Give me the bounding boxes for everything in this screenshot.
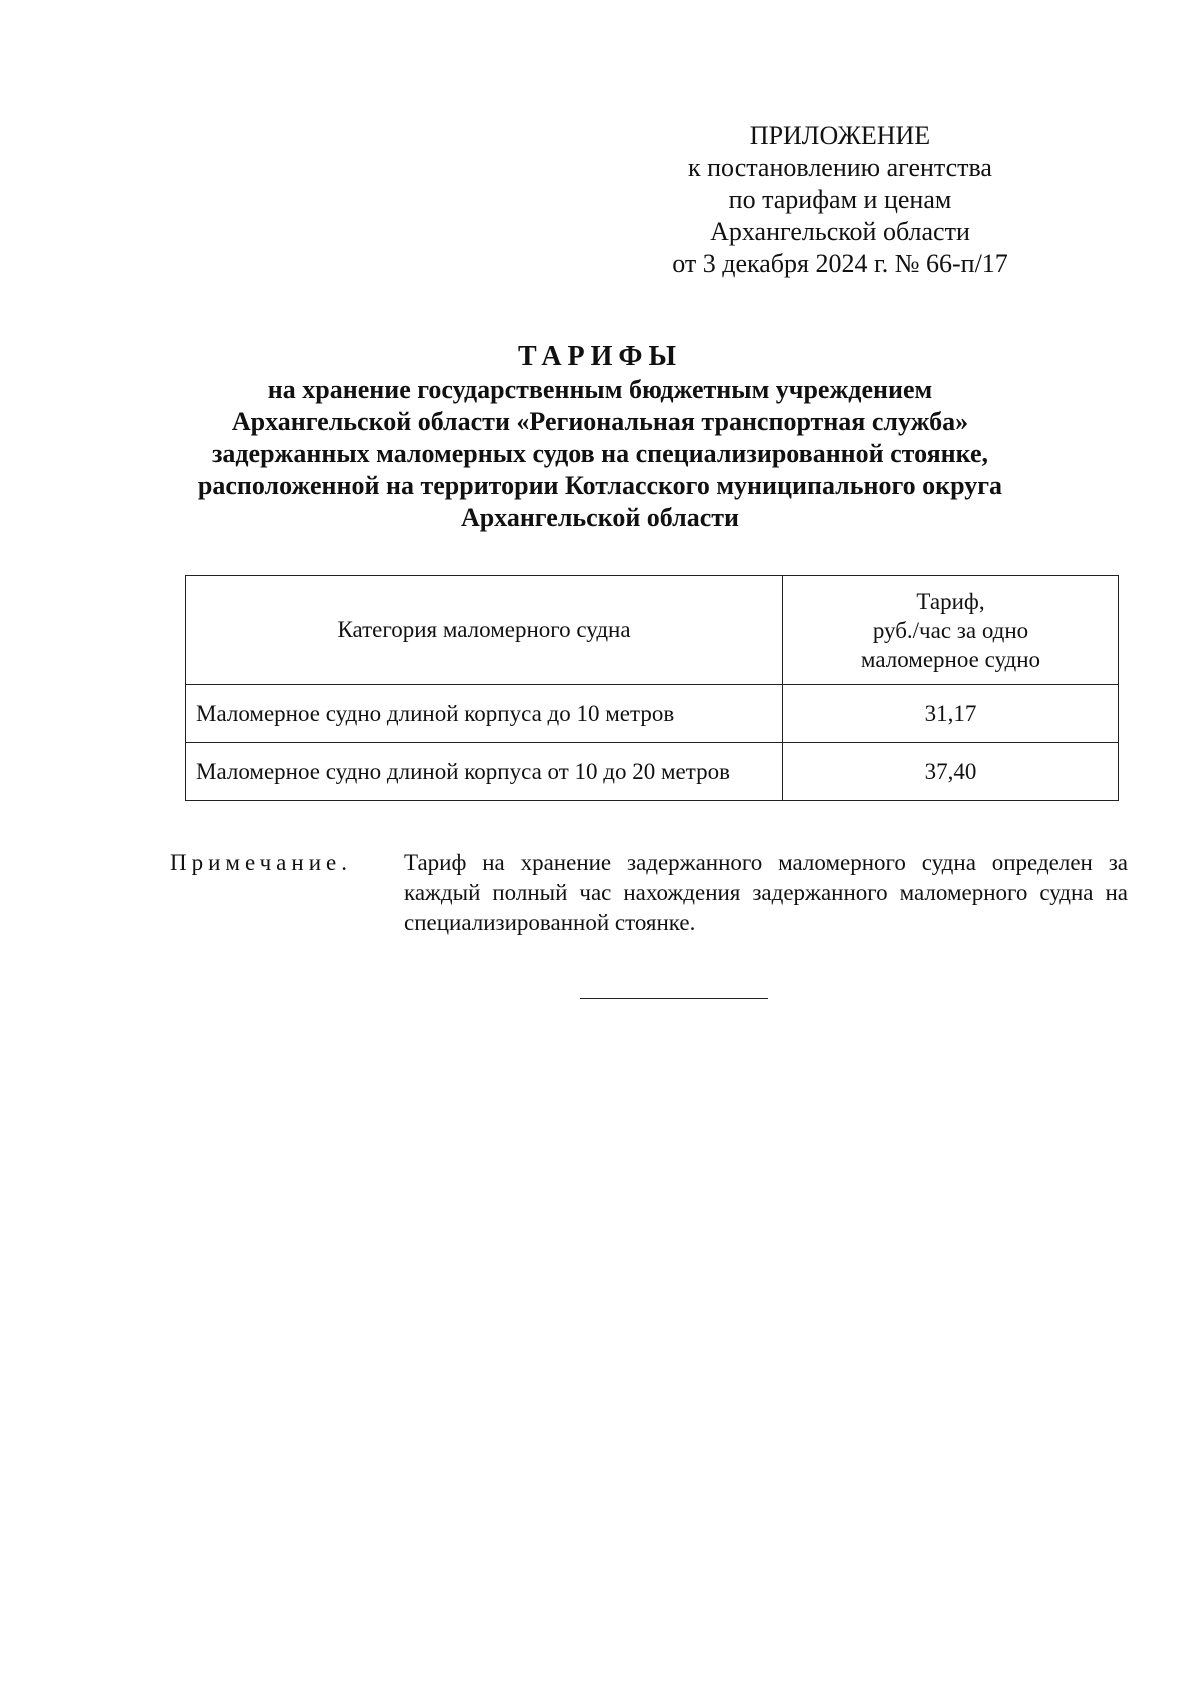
appendix-line: к постановлению агентства xyxy=(688,153,992,182)
header-tariff-line: Тариф, xyxy=(916,588,985,614)
table-header-row xyxy=(186,576,1119,685)
row-tariff: 37,40 xyxy=(783,743,1119,801)
note-text: Тариф на хранение задержанного маломерного судна определен за каждый полный час нахождения задержанного маломерного судна на специализированной стоянке. xyxy=(404,850,1128,935)
title-main: ТАРИФЫ xyxy=(518,341,682,372)
row-category: Маломерное судно длиной корпуса от 10 до 20 метров xyxy=(186,743,783,801)
row-tariff: 31,17 xyxy=(783,685,1119,743)
header-tariff-line: руб./час за одно xyxy=(872,617,1029,643)
table-row xyxy=(186,743,1119,801)
appendix-heading: ПРИЛОЖЕНИЕ xyxy=(749,121,931,150)
tariff-table xyxy=(185,575,1119,801)
appendix-line: Архангельской области xyxy=(710,217,970,246)
title-line: Архангельской области «Региональная транспортная служба» xyxy=(231,407,969,436)
row-category: Маломерное судно длиной корпуса до 10 метров xyxy=(186,685,783,743)
title-line: задержанных маломерных судов на специализированной стоянке, xyxy=(211,439,989,468)
appendix-line: по тарифам и ценам xyxy=(728,185,952,214)
closing-divider xyxy=(580,998,768,999)
appendix-date-number: от 3 декабря 2024 г. № 66-п/17 xyxy=(672,249,1008,278)
header-tariff xyxy=(783,576,1119,685)
header-category: Категория маломерного судна xyxy=(186,576,783,685)
document-title xyxy=(120,340,1080,534)
title-subtitle xyxy=(120,374,1080,534)
header-tariff-line: маломерное судно xyxy=(860,646,1041,672)
table-row xyxy=(186,685,1119,743)
appendix-block xyxy=(640,120,1040,280)
note-label: Примечание. xyxy=(170,850,352,875)
title-line: расположенной на территории Котласского муниципального округа xyxy=(197,471,1003,500)
title-line: Архангельской области xyxy=(460,503,740,532)
title-line: на хранение государственным бюджетным учреждением xyxy=(267,375,933,404)
